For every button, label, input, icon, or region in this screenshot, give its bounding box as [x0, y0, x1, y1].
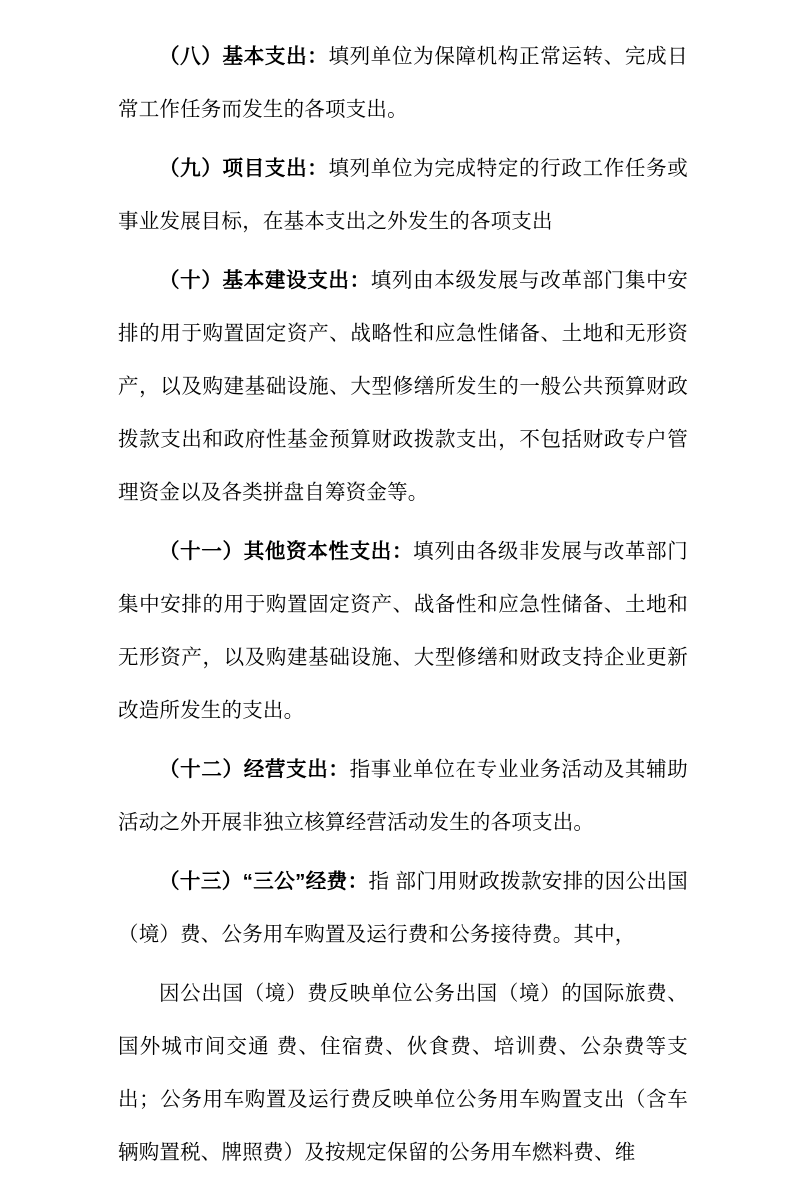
paragraph-10 [118, 254, 688, 519]
paragraph-13-body: 指 部门用财政拨款安排的因公出国（境）费、公务用车购置及运行费和公务接待费。其中， [118, 870, 688, 946]
paragraph-8-body: 填列单位为保障机构正常运转、完成日常工作任务而发生的各项支出。 [118, 45, 688, 121]
paragraph-9 [118, 142, 688, 248]
paragraph-11 [118, 525, 688, 737]
paragraph-9-lead: （九）项目支出： [159, 157, 329, 180]
paragraph-8 [118, 30, 688, 136]
paragraph-12-lead: （十二）经营支出： [159, 758, 350, 781]
paragraph-12 [118, 743, 688, 849]
paragraph-11-body: 填列由各级非发展与改革部门集中安排的用于购置固定资产、战备性和应急性储备、土地和无形资产，以及购建基础设施、大型修缮和财政支持企业更新改造所发生的支出。 [118, 540, 688, 722]
paragraph-10-body: 填列由本级发展与改革部门集中安排的用于购置固定资产、战略性和应急性储备、土地和无形资产，以及购建基础设施、大型修缮所发生的一般公共预算财政拨款支出和政府性基金预算财政拨款支出，不包括财政专户管理资金以及各类拼盘自筹资金等。 [118, 269, 689, 504]
paragraph-10-lead: （十）基本建设支出： [159, 269, 371, 292]
paragraph-8-lead: （八）基本支出： [159, 45, 329, 68]
paragraph-13-lead: （十三）“三公”经费： [159, 870, 369, 893]
paragraph-9-body: 填列单位为完成特定的行政工作任务或事业发展目标，在基本支出之外发生的各项支出 [118, 157, 688, 233]
paragraph-13-continued-body: 因公出国（境）费反映单位公务出国（境）的国际旅费、国外城市间交通 费、住宿费、伙食费、培训费、公杂费等支出；公务用车购置及运行费反映单位公务用车购置支出（含车辆购置税、牌照费）及按规定保留的公务用车燃料费、维 [118, 982, 688, 1164]
paragraph-12-body: 指事业单位在专业业务活动及其辅助活动之外开展非独立核算经营活动发生的各项支出。 [118, 758, 688, 834]
paragraph-13 [118, 855, 688, 961]
paragraph-13-continued [118, 967, 688, 1179]
paragraph-11-lead: （十一）其他资本性支出： [159, 540, 414, 563]
